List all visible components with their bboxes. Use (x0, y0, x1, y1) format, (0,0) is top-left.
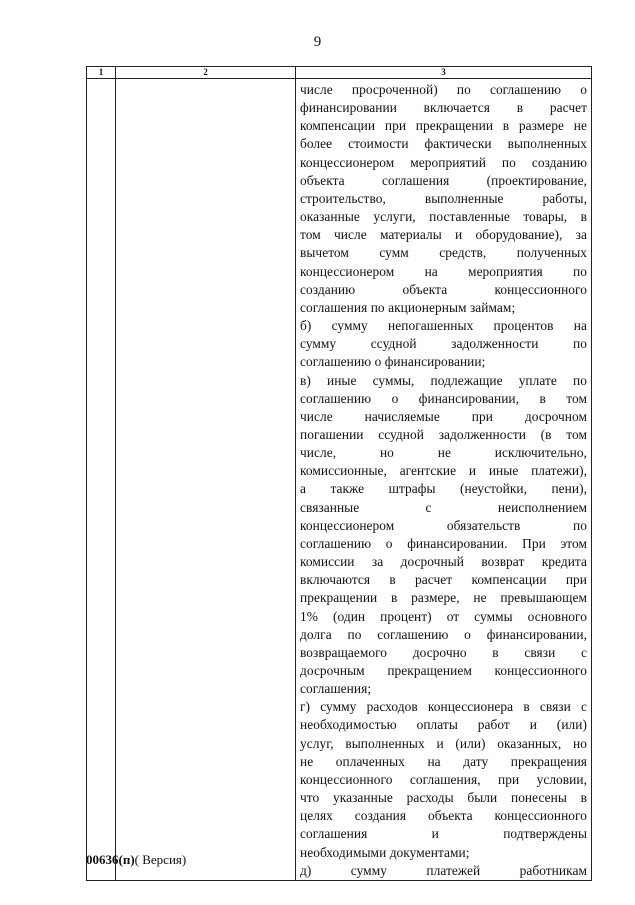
text-line: д) сумму платежей работникам (300, 862, 587, 878)
document-footer (86, 852, 186, 868)
text-line: целях создания объекта концессионного (300, 808, 587, 824)
document-code: 00636(п) (86, 852, 135, 867)
text-line: комиссии за досрочный возврат кредита (300, 554, 587, 570)
text-line: созданию объекта концессионного (300, 281, 587, 297)
text-line: соглашению о финансировании. При этом (300, 535, 587, 551)
text-line: компенсации при прекращении в размере не (300, 118, 587, 134)
text-line: погашении ссудной задолженности (в том (300, 426, 587, 442)
text-line: концессионером мероприятий по созданию (300, 154, 587, 170)
text-line: вычетом сумм средств, полученных (300, 245, 587, 261)
text-line: числе, но не исключительно, (300, 445, 587, 461)
document-version: ( Версия) (134, 852, 187, 867)
text-line: досрочным прекращением концессионного (300, 663, 587, 678)
text-line: в) иные суммы, подлежащие уплате по (300, 372, 587, 388)
table-header-row (87, 67, 592, 79)
text-line: соглашения; (300, 681, 372, 697)
text-line: оказанные услуги, поставленные товары, в (300, 209, 587, 225)
text-line: соглашению о финансировании; (300, 354, 486, 370)
text-line: числе начисляемые при досрочном (300, 408, 587, 424)
column-2-cell (116, 79, 296, 881)
text-line: что указанные расходы были понесены в (300, 790, 587, 806)
text-line: комиссионные, агентские и иные платежи), (300, 463, 587, 479)
text-line: необходимыми документами; (300, 844, 470, 860)
column-header-3: 3 (296, 67, 592, 79)
text-line: возвращаемого досрочно в связи с (300, 644, 587, 660)
text-line: долга по соглашению о финансировании, (300, 626, 587, 642)
text-line: включаются в расчет компенсации при (300, 572, 587, 588)
document-table (86, 66, 592, 881)
text-line: соглашения и подтверждены (300, 826, 587, 842)
column-header-1: 1 (87, 67, 116, 79)
text-line: не оплаченных на дату прекращения (300, 753, 587, 769)
text-line: концессионером на мероприятия по (300, 263, 587, 279)
text-line: связанные с неисполнением (300, 499, 587, 515)
text-line: г) сумму расходов концессионера в связи с (300, 699, 587, 715)
text-line: концессионного соглашения, при условии, (300, 771, 587, 787)
text-line: соглашения по акционерным займам; (300, 299, 516, 315)
text-line: а также штрафы (неустойки, пени), (300, 481, 587, 497)
text-line: услуг, выполненных и (или) оказанных, но (300, 735, 587, 751)
column-3-text-cell (296, 79, 592, 881)
text-line: 1% (один процент) от суммы основного (300, 608, 587, 624)
text-line: соглашению о финансировании, в том (300, 390, 587, 406)
page-number: 9 (313, 34, 322, 50)
text-line: необходимостью оплаты работ и (или) (300, 717, 587, 733)
text-line: б) сумму непогашенных процентов на (300, 318, 587, 334)
text-line: финансировании включается в расчет (300, 100, 587, 116)
text-line: том числе материалы и оборудование), за (300, 227, 587, 243)
text-line: строительство, выполненные работы, (300, 190, 587, 206)
text-line: концессионером обязательств по (300, 517, 587, 533)
column-header-2: 2 (116, 67, 296, 79)
text-line: более стоимости фактически выполненных (300, 136, 587, 152)
text-line: объекта соглашения (проектирование, (300, 172, 587, 188)
text-line: числе просроченной) по соглашению о (300, 82, 587, 97)
table-body-row (87, 79, 592, 881)
column-1-cell (87, 79, 116, 881)
text-line: сумму ссудной задолженности по (300, 336, 587, 352)
text-line: прекращении в размере, не превышающем (300, 590, 587, 606)
